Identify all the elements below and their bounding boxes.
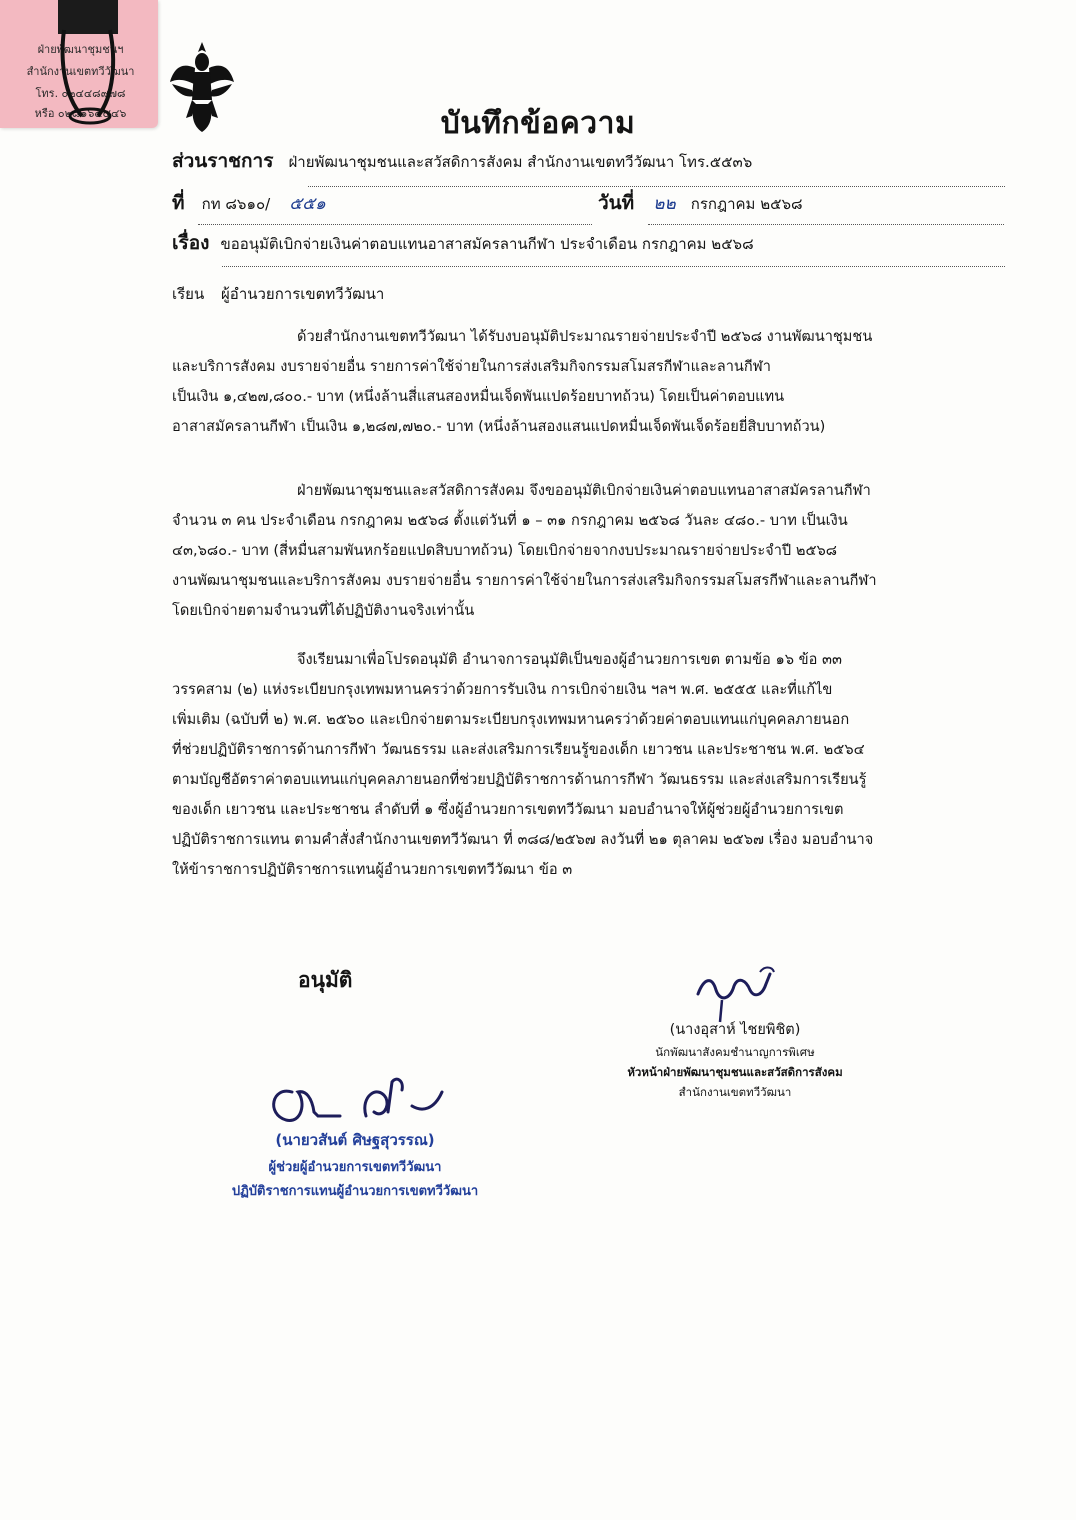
page-title: บันทึกข้อความ — [440, 106, 636, 141]
paragraph-line: จำนวน ๓ คน ประจำเดือน กรกฎาคม ๒๕๖๘ ตั้งแต่วันที่ ๑ – ๓๑ กรกฎาคม ๒๕๖๘ วันละ ๔๘๐.- บาท เป็นเงิน — [172, 512, 848, 529]
approval-label: อนุมัติ — [298, 968, 353, 992]
paragraph-line: ๔๓,๖๘๐.- บาท (สี่หมื่นสามพันหกร้อยแปดสิบบาทถ้วน) โดยเบิกจ่ายจากงบประมาณรายจ่ายประจำปี ๒๕๖๘ — [172, 542, 838, 559]
stamp-line: หรือ ๐๒๘๑๖๕๕๔๖ — [34, 107, 127, 120]
date-value: กรกฎาคม ๒๕๖๘ — [690, 195, 803, 213]
agency-label: ส่วนราชการ — [172, 150, 274, 172]
stamp-line: โทร. ๐๒๔๔๘๙๗๘ — [35, 87, 126, 100]
stamp-line: ฝ่ายพัฒนาชุมชนฯ — [37, 43, 124, 56]
salutation-value: ผู้อำนวยการเขตทวีวัฒนา — [221, 285, 385, 303]
signer-name: (นางอุสาห์ ไชยพิชิต) — [669, 1022, 801, 1038]
signature-block-right — [600, 1018, 870, 1104]
agency-underline — [308, 186, 1005, 187]
paragraph-line: เพิ่มเติม (ฉบับที่ ๒) พ.ศ. ๒๕๖๐ และเบิกจ่ายตามระเบียบกรุงเทพมหานครว่าด้วยค่าตอบแทนแก่บุคคลภายนอก — [172, 711, 850, 728]
stamp-line: สำนักงานเขตทวีวัฒนา — [26, 65, 135, 78]
handwritten-day: ๒๒ — [653, 194, 676, 214]
paragraph-line: งานพัฒนาชุมชนและบริการสังคม งบรายจ่ายอื่น รายการค่าใช้จ่ายในการส่งเสริมกิจกรรมสโมสรกีฬาและลานกีฬา — [172, 572, 877, 589]
number-row — [172, 188, 326, 218]
paragraph-line: ให้ข้าราชการปฏิบัติราชการแทนผู้อำนวยการเขตทวีวัฒนา ข้อ ๓ — [172, 861, 573, 878]
number-underline — [198, 224, 592, 225]
paragraph-line: เป็นเงิน ๑,๔๒๗,๘๐๐.- บาท (หนึ่งล้านสี่แสนสองหมื่นเจ็ดพันแปดร้อยบาทถ้วน) โดยเป็นค่าตอบแทน — [172, 388, 785, 405]
paragraph-line: ด้วยสำนักงานเขตทวีวัฒนา ได้รับงบอนุมัติประมาณรายจ่ายประจำปี ๒๕๖๘ งานพัฒนาชุมชน — [297, 328, 873, 345]
paragraph-line: ฝ่ายพัฒนาชุมชนและสวัสดิการสังคม จึงขออนุมัติเบิกจ่ายเงินค่าตอบแทนอาสาสมัครลานกีฬา — [297, 482, 871, 499]
subject-row — [172, 228, 754, 258]
number-value: กท ๘๖๑๐/ — [201, 195, 271, 213]
paragraph-line: วรรคสาม (๒) แห่งระเบียบกรุงเทพมหานครว่าด้วยการรับเงิน การเบิกจ่ายเงิน ฯลฯ พ.ศ. ๒๕๕๕ และที่แก้ไข — [172, 681, 833, 698]
paragraph-line: โดยเบิกจ่ายตามจำนวนที่ได้ปฏิบัติงานจริงเท่านั้น — [172, 602, 475, 619]
paragraph-line: ของเด็ก เยาวชน และประชาชน ลำดับที่ ๑ ซึ่งผู้อำนวยการเขตทวีวัฒนา มอบอำนาจให้ผู้ช่วยผู้อำนวยการเขต — [172, 801, 844, 818]
paragraph-line: อาสาสมัครลานกีฬา เป็นเงิน ๑,๒๘๗,๗๒๐.- บาท (หนึ่งล้านสองแสนแปดหมื่นเจ็ดพันเจ็ดร้อยยี่สิบบาทถ้วน) — [172, 418, 826, 435]
signature-right-handwriting — [690, 960, 800, 1026]
signer-position: นักพัฒนาสังคมชำนาญการพิเศษ — [655, 1045, 815, 1059]
paragraph-line: ตามบัญชีอัตราค่าตอบแทนแก่บุคคลภายนอกที่ช่วยปฏิบัติราชการด้านการกีฬา วัฒนธรรม และส่งเสริมการเรียนรู้ — [172, 771, 867, 788]
paragraph-1 — [172, 322, 998, 442]
signer-name: (นายวสันต์ ศิษฐสุวรรณ) — [275, 1131, 435, 1149]
subject-label: เรื่อง — [172, 232, 210, 254]
subject-value: ขออนุมัติเบิกจ่ายเงินค่าตอบแทนอาสาสมัครลานกีฬา ประจำเดือน กรกฎาคม ๒๕๖๘ — [220, 235, 754, 253]
agency-row — [172, 146, 752, 176]
date-label: วันที่ — [598, 192, 635, 214]
signature-left-handwriting — [262, 1072, 452, 1134]
signer-position: หัวหน้าฝ่ายพัฒนาชุมชนและสวัสดิการสังคม — [627, 1065, 843, 1079]
paragraph-line: และบริการสังคม งบรายจ่ายอื่น รายการค่าใช้จ่ายในการส่งเสริมกิจกรรมสโมสรกีฬาและลานกีฬา — [172, 358, 771, 375]
paragraph-line: ปฏิบัติราชการแทน ตามคำสั่งสำนักงานเขตทวีวัฒนา ที่ ๓๘๘/๒๕๖๗ ลงวันที่ ๒๑ ตุลาคม ๒๕๖๗ เรื่อง มอบอำนาจ — [172, 831, 874, 848]
salutation-label: เรียน — [172, 285, 205, 303]
paragraph-2 — [172, 476, 998, 626]
agency-value: ฝ่ายพัฒนาชุมชนและสวัสดิการสังคม สำนักงานเขตทวีวัฒนา โทร.๕๕๓๖ — [288, 153, 753, 171]
date-row — [598, 188, 803, 218]
paragraph-line: ที่ช่วยปฏิบัติราชการด้านการกีฬา วัฒนธรรม และส่งเสริมการเรียนรู้ของเด็ก เยาวชน และประชาชน พ.ศ. ๒๕๖๔ — [172, 741, 865, 758]
date-underline — [648, 224, 1004, 225]
signature-block-left — [200, 1128, 510, 1204]
number-label: ที่ — [172, 192, 185, 214]
paragraph-line: จึงเรียนมาเพื่อโปรดอนุมัติ อำนาจการอนุมัติเป็นของผู้อำนวยการเขต ตามข้อ ๑๖ ข้อ ๓๓ — [297, 651, 842, 668]
handwritten-number: ๕๕๑ — [289, 194, 326, 214]
signer-office: สำนักงานเขตทวีวัฒนา — [678, 1085, 792, 1099]
signer-position: ปฏิบัติราชการแทนผู้อำนวยการเขตทวีวัฒนา — [231, 1184, 479, 1199]
signer-position: ผู้ช่วยผู้อำนวยการเขตทวีวัฒนา — [268, 1160, 442, 1175]
salutation-row — [172, 282, 384, 306]
subject-underline — [222, 266, 1005, 267]
paragraph-3 — [172, 645, 998, 885]
